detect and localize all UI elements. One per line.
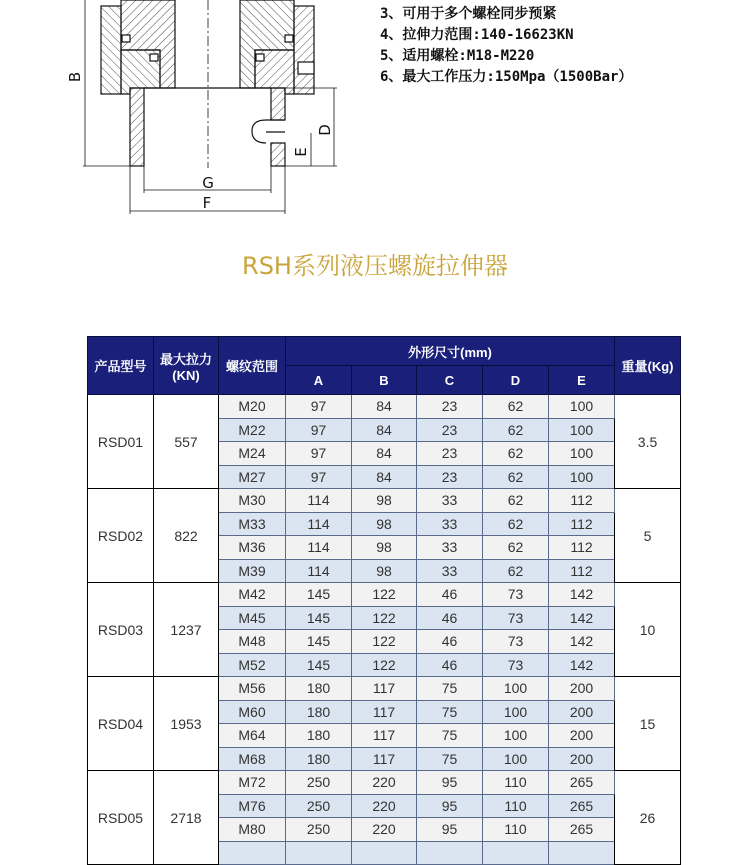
dimension-label-e: E — [292, 147, 310, 157]
thread-cell: M36 — [219, 536, 286, 560]
dimension-label-d: D — [316, 124, 334, 136]
dim-d-cell: 100 — [483, 724, 549, 748]
thread-cell: M52 — [219, 653, 286, 677]
header-dim-e: E — [549, 366, 615, 395]
dim-b-cell: 220 — [352, 818, 417, 842]
dim-b-cell: 98 — [352, 489, 417, 513]
dim-c-cell: 46 — [417, 583, 483, 607]
dim-b-cell: 220 — [352, 794, 417, 818]
max-force-cell: 822 — [154, 489, 219, 583]
dim-d-cell: 110 — [483, 794, 549, 818]
dim-a-cell: 97 — [286, 442, 352, 466]
thread-cell: M56 — [219, 677, 286, 701]
dimension-label-b: B — [66, 71, 84, 83]
dim-e-cell: 112 — [549, 559, 615, 583]
spec-line-5: 5、适用螺栓:M18-M220 — [380, 48, 535, 64]
dim-d-cell: 62 — [483, 489, 549, 513]
dim-e-cell: 200 — [549, 747, 615, 771]
table-row — [88, 583, 681, 607]
page-title: RSH系列液压螺旋拉伸器 — [242, 252, 508, 280]
dim-b-cell: 220 — [352, 771, 417, 795]
dim-a-cell: 180 — [286, 747, 352, 771]
dim-d-cell — [483, 841, 549, 865]
thread-cell: M45 — [219, 606, 286, 630]
dim-b-cell: 98 — [352, 559, 417, 583]
spec-line-6: 6、最大工作压力:150Mpa（1500Bar） — [380, 69, 633, 85]
dim-c-cell: 46 — [417, 653, 483, 677]
weight-cell: 10 — [615, 583, 681, 677]
hydraulic-tensioner-section-drawing — [0, 0, 375, 220]
weight-cell: 5 — [615, 489, 681, 583]
dim-c-cell: 33 — [417, 512, 483, 536]
thread-cell — [219, 841, 286, 865]
thread-cell: M20 — [219, 395, 286, 419]
dim-c-cell: 46 — [417, 606, 483, 630]
thread-cell: M22 — [219, 418, 286, 442]
dim-a-cell: 145 — [286, 630, 352, 654]
table-row — [88, 771, 681, 795]
thread-cell: M76 — [219, 794, 286, 818]
dim-e-cell: 142 — [549, 653, 615, 677]
thread-cell: M33 — [219, 512, 286, 536]
header-dim-a: A — [286, 366, 352, 395]
max-force-cell: 557 — [154, 395, 219, 489]
dim-c-cell: 33 — [417, 489, 483, 513]
weight-cell: 3.5 — [615, 395, 681, 489]
dim-d-cell: 62 — [483, 442, 549, 466]
header-dim-b: B — [352, 366, 417, 395]
header-dimensions: 外形尺寸(mm) — [286, 337, 615, 366]
dim-e-cell: 200 — [549, 700, 615, 724]
dim-a-cell: 180 — [286, 700, 352, 724]
dim-c-cell: 23 — [417, 465, 483, 489]
thread-cell: M48 — [219, 630, 286, 654]
dim-d-cell: 100 — [483, 700, 549, 724]
dim-a-cell: 114 — [286, 536, 352, 560]
dim-a-cell: 114 — [286, 512, 352, 536]
dim-b-cell: 117 — [352, 724, 417, 748]
dim-d-cell: 100 — [483, 747, 549, 771]
spec-line-4: 4、拉伸力范围:140-16623KN — [380, 27, 574, 43]
dim-e-cell: 265 — [549, 771, 615, 795]
weight-cell: 26 — [615, 771, 681, 865]
thread-cell: M68 — [219, 747, 286, 771]
dim-c-cell — [417, 841, 483, 865]
dim-b-cell: 84 — [352, 465, 417, 489]
table-row — [88, 677, 681, 701]
header-max-force: 最大拉力 (KN) — [154, 337, 219, 395]
weight-cell: 15 — [615, 677, 681, 771]
dim-a-cell: 145 — [286, 606, 352, 630]
dim-e-cell: 142 — [549, 630, 615, 654]
dim-e-cell: 265 — [549, 818, 615, 842]
header-model: 产品型号 — [88, 337, 154, 395]
dim-a-cell: 250 — [286, 818, 352, 842]
thread-cell: M60 — [219, 700, 286, 724]
thread-cell: M30 — [219, 489, 286, 513]
dim-c-cell: 46 — [417, 630, 483, 654]
dim-c-cell: 75 — [417, 677, 483, 701]
dim-a-cell: 114 — [286, 489, 352, 513]
dim-e-cell: 112 — [549, 489, 615, 513]
dim-c-cell: 33 — [417, 536, 483, 560]
dim-c-cell: 23 — [417, 395, 483, 419]
dimension-label-g: G — [202, 174, 214, 192]
dim-b-cell: 84 — [352, 395, 417, 419]
dim-b-cell: 84 — [352, 418, 417, 442]
dim-b-cell: 122 — [352, 630, 417, 654]
dim-c-cell: 23 — [417, 442, 483, 466]
thread-cell: M24 — [219, 442, 286, 466]
spec-table — [87, 336, 681, 865]
header-weight: 重量(Kg) — [615, 337, 681, 395]
thread-cell: M39 — [219, 559, 286, 583]
dim-a-cell: 97 — [286, 418, 352, 442]
dim-b-cell: 84 — [352, 442, 417, 466]
dim-d-cell: 62 — [483, 559, 549, 583]
dim-a-cell — [286, 841, 352, 865]
thread-cell: M80 — [219, 818, 286, 842]
max-force-cell: 1237 — [154, 583, 219, 677]
dim-b-cell: 122 — [352, 653, 417, 677]
thread-cell: M64 — [219, 724, 286, 748]
dim-c-cell: 75 — [417, 747, 483, 771]
model-cell: RSD03 — [88, 583, 154, 677]
dim-d-cell: 73 — [483, 606, 549, 630]
dim-a-cell: 97 — [286, 465, 352, 489]
dim-a-cell: 180 — [286, 724, 352, 748]
dim-d-cell: 62 — [483, 512, 549, 536]
dim-b-cell: 117 — [352, 677, 417, 701]
dim-e-cell: 200 — [549, 677, 615, 701]
dim-d-cell: 62 — [483, 465, 549, 489]
header-dim-c: C — [417, 366, 483, 395]
dim-b-cell: 98 — [352, 536, 417, 560]
thread-cell: M27 — [219, 465, 286, 489]
dim-a-cell: 250 — [286, 771, 352, 795]
dim-e-cell: 100 — [549, 465, 615, 489]
dim-b-cell: 122 — [352, 606, 417, 630]
dim-c-cell: 33 — [417, 559, 483, 583]
table-row — [88, 489, 681, 513]
dim-d-cell: 110 — [483, 771, 549, 795]
dim-b-cell: 122 — [352, 583, 417, 607]
dim-c-cell: 23 — [417, 418, 483, 442]
dim-a-cell: 114 — [286, 559, 352, 583]
model-cell: RSD02 — [88, 489, 154, 583]
header-dim-d: D — [483, 366, 549, 395]
dim-d-cell: 73 — [483, 630, 549, 654]
dim-e-cell: 100 — [549, 395, 615, 419]
max-force-cell: 2718 — [154, 771, 219, 865]
dim-b-cell: 117 — [352, 747, 417, 771]
spec-line-3: 3、可用于多个螺栓同步预紧 — [380, 6, 557, 22]
thread-cell: M42 — [219, 583, 286, 607]
dim-a-cell: 180 — [286, 677, 352, 701]
dim-d-cell: 110 — [483, 818, 549, 842]
dim-e-cell: 142 — [549, 606, 615, 630]
table-body — [88, 395, 681, 865]
model-cell: RSD04 — [88, 677, 154, 771]
dim-e-cell: 142 — [549, 583, 615, 607]
dim-c-cell: 75 — [417, 724, 483, 748]
dim-e-cell: 265 — [549, 794, 615, 818]
dim-d-cell: 62 — [483, 536, 549, 560]
dim-c-cell: 95 — [417, 794, 483, 818]
dim-a-cell: 97 — [286, 395, 352, 419]
thread-cell: M72 — [219, 771, 286, 795]
dim-b-cell — [352, 841, 417, 865]
dim-e-cell: 100 — [549, 418, 615, 442]
table-row — [88, 395, 681, 419]
dim-e-cell: 100 — [549, 442, 615, 466]
model-cell: RSD01 — [88, 395, 154, 489]
dim-d-cell: 62 — [483, 395, 549, 419]
dim-a-cell: 250 — [286, 794, 352, 818]
dim-d-cell: 73 — [483, 583, 549, 607]
model-cell: RSD05 — [88, 771, 154, 865]
dim-e-cell: 112 — [549, 512, 615, 536]
max-force-cell: 1953 — [154, 677, 219, 771]
dim-d-cell: 100 — [483, 677, 549, 701]
dim-d-cell: 73 — [483, 653, 549, 677]
dimension-label-f: F — [202, 194, 212, 212]
dim-a-cell: 145 — [286, 653, 352, 677]
dim-c-cell: 95 — [417, 818, 483, 842]
header-thread-range: 螺纹范围 — [219, 337, 286, 395]
dim-a-cell: 145 — [286, 583, 352, 607]
dim-d-cell: 62 — [483, 418, 549, 442]
dim-c-cell: 75 — [417, 700, 483, 724]
dim-c-cell: 95 — [417, 771, 483, 795]
dim-b-cell: 98 — [352, 512, 417, 536]
dim-e-cell — [549, 841, 615, 865]
dim-e-cell: 112 — [549, 536, 615, 560]
dim-e-cell: 200 — [549, 724, 615, 748]
dim-b-cell: 117 — [352, 700, 417, 724]
